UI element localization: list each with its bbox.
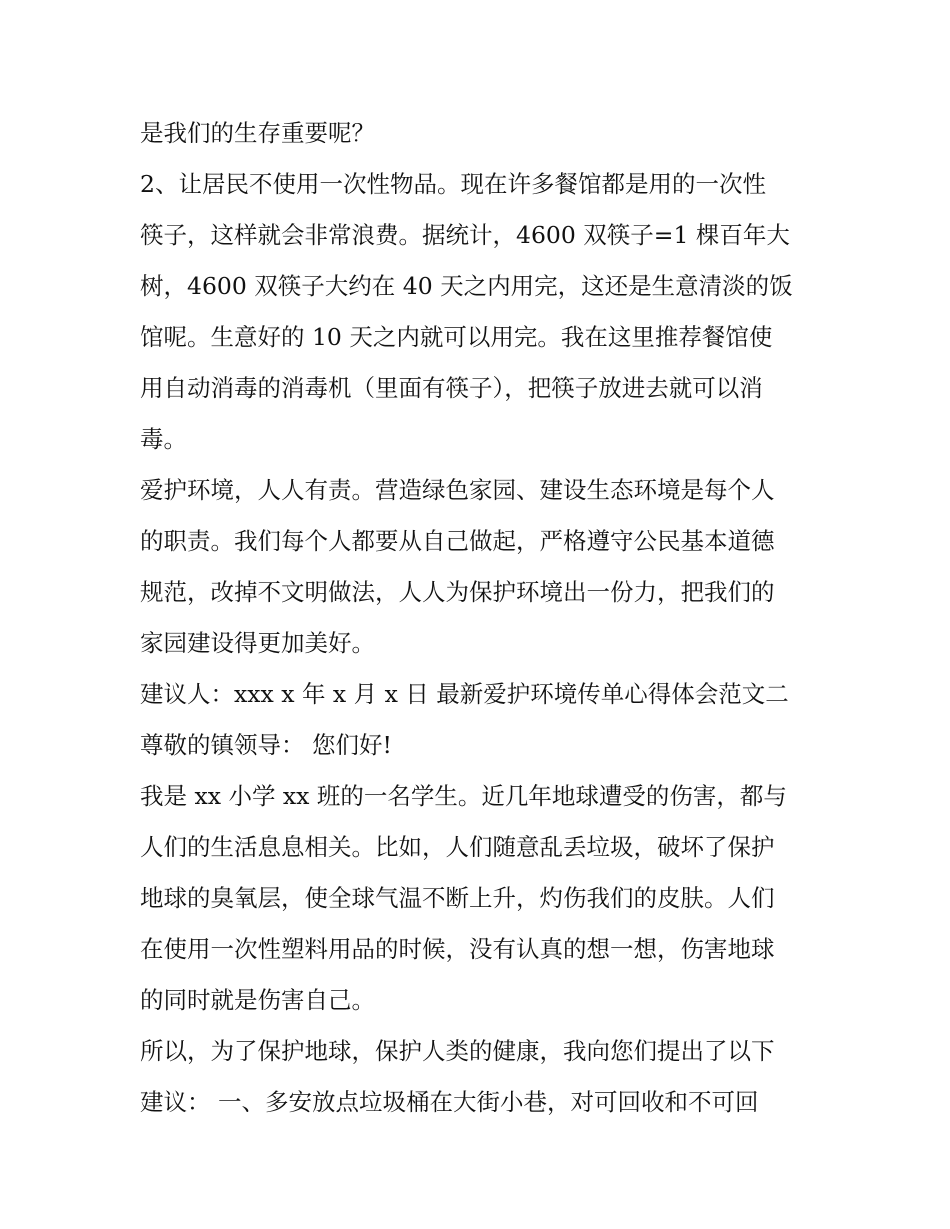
- text-line: 地球的臭氧层，使全球气温不断上升，灼伤我们的皮肤。人们: [140, 884, 775, 912]
- text-line: 毒。: [140, 425, 187, 453]
- text-line: 2、让居民不使用一次性物品。现在许多餐馆都是用的一次性: [140, 170, 766, 198]
- text-line: 家园建设得更加美好。: [140, 629, 375, 657]
- document-body: [140, 108, 820, 1128]
- text-line: 所以，为了保护地球，保护人类的健康，我向您们提出了以下: [140, 1037, 775, 1065]
- text-line: 用自动消毒的消毒机（里面有筷子），把筷子放进去就可以消: [140, 374, 763, 402]
- text-line: 的同时就是伤害自己。: [140, 986, 375, 1014]
- text-line: 尊敬的镇领导： 您们好!: [140, 731, 392, 759]
- text-line: 的职责。我们每个人都要从自己做起，严格遵守公民基本道德: [140, 527, 775, 555]
- text-line: 我是 xx 小学 xx 班的一名学生。近几年地球遭受的伤害，都与: [140, 782, 787, 810]
- text-line: 树，4600 双筷子大约在 40 天之内用完，这还是生意清淡的饭: [140, 272, 793, 300]
- text-line: 是我们的生存重要呢？: [140, 119, 375, 147]
- text-line: 人们的生活息息相关。比如，人们随意乱丢垃圾，破坏了保护: [140, 833, 775, 861]
- text-line: 规范，改掉不文明做法，人人为保护环境出一份力，把我们的: [140, 578, 775, 606]
- text-line: 筷子，这样就会非常浪费。据统计，4600 双筷子=1 棵百年大: [140, 221, 790, 249]
- text-line: 在使用一次性塑料用品的时候，没有认真的想一想，伤害地球: [140, 935, 775, 963]
- text-line: 建议人：xxx x 年 x 月 x 日 最新爱护环境传单心得体会范文二: [140, 680, 789, 708]
- text-line: 爱护环境，人人有责。营造绿色家园、建设生态环境是每个人: [140, 476, 775, 504]
- text-line: 建议： 一、多安放点垃圾桶在大街小巷，对可回收和不可回: [140, 1088, 759, 1116]
- text-line: 馆呢。生意好的 10 天之内就可以用完。我在这里推荐餐馆使: [140, 323, 773, 351]
